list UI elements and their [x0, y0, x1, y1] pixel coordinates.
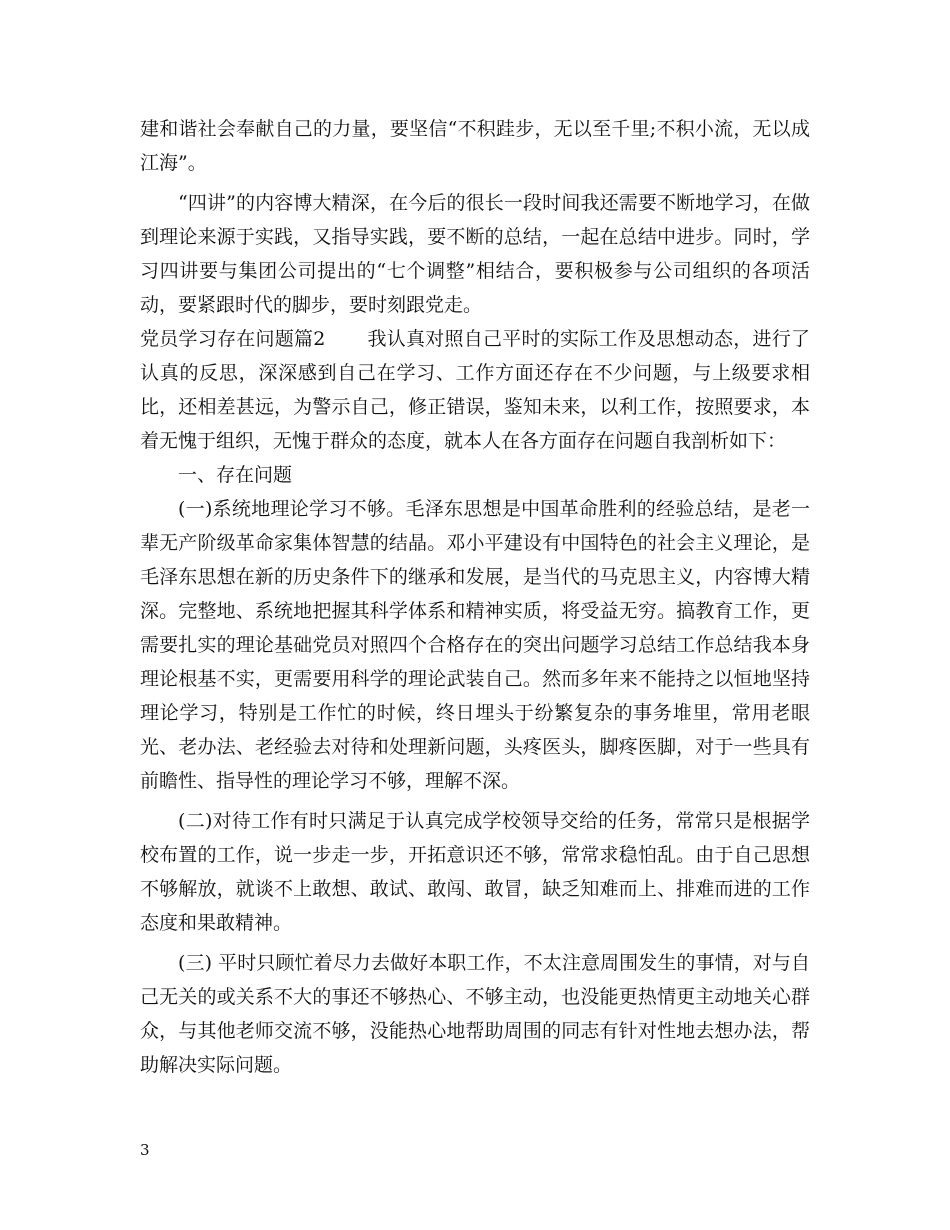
- point-three: (三) 平时只顾忙着尽力去做好本职工作，不太注意周围发生的事情，对与自己无关的或关系不大的事还不够热心、不够主动，也没能更热情更主动地关心群众，与其他老师交流不够，没能热心地帮助周围的同志有针对性地去想办法，帮助解决实际问题。: [140, 952, 810, 1076]
- point-two: (二)对待工作有时只满足于认真完成学校领导交给的任务，常常只是根据学校布置的工作，说一步走一步，开拓意识还不够，常常求稳怕乱。由于自己思想不够解放，就谈不上敢想、敢试、敢闯、敢冒，缺乏知难而上、排难而进的工作态度和果敢精神。: [140, 810, 810, 934]
- page-number: 3: [140, 1141, 150, 1159]
- document-body: [140, 112, 810, 1082]
- section-paragraph: [140, 322, 810, 458]
- section-intro: 我认真对照自己平时的实际工作及思想动态，进行了认真的反思，深深感到自己在学习、工作方面还存在不少问题，与上级要求相比，还相差甚远，为警示自己，修正错误，鉴知未来，以利工作，按照要求，本着无愧于组织，无愧于群众的态度，就本人在各方面存在问题自我剖析如下：: [140, 328, 810, 452]
- section-heading: 党员学习存在问题篇2: [140, 328, 326, 350]
- paragraph-four-talks: “四讲”的内容博大精深，在今后的很长一段时间我还需要不断地学习，在做到理论来源于实践，又指导实践，要不断的总结，一起在总结中进步。同时，学习四讲要与集团公司提出的“七个调整”相结合，要积极参与公司组织的各项活动，要紧跟时代的脚步，要时刻跟党走。: [140, 192, 810, 316]
- subheading-problems: 一、存在问题: [178, 464, 293, 486]
- point-one: (一)系统地理论学习不够。毛泽东思想是中国革命胜利的经验总结，是老一辈无产阶级革命家集体智慧的结晶。邓小平建设有中国特色的社会主义理论，是毛泽东思想在新的历史条件下的继承和发展，是当代的马克思主义，内容博大精深。完整地、系统地把握其科学体系和精神实质，将受益无穷。搞教育工作，更需要扎实的理论基础党员对照四个合格存在的突出问题学习总结工作总结我本身理论根基不实，更需要用科学的理论武装自己。然而多年来不能持之以恒地坚持理论学习，特别是工作忙的时候，终日埋头于纷繁复杂的事务堆里，常用老眼光、老办法、老经验去对待和处理新问题，头疼医头，脚疼医脚，对于一些具有前瞻性、指导性的理论学习不够，理解不深。: [140, 498, 810, 792]
- paragraph-continuation: 建和谐社会奉献自己的力量，要坚信“不积跬步，无以至千里;不积小流，无以成江海”。: [140, 118, 810, 174]
